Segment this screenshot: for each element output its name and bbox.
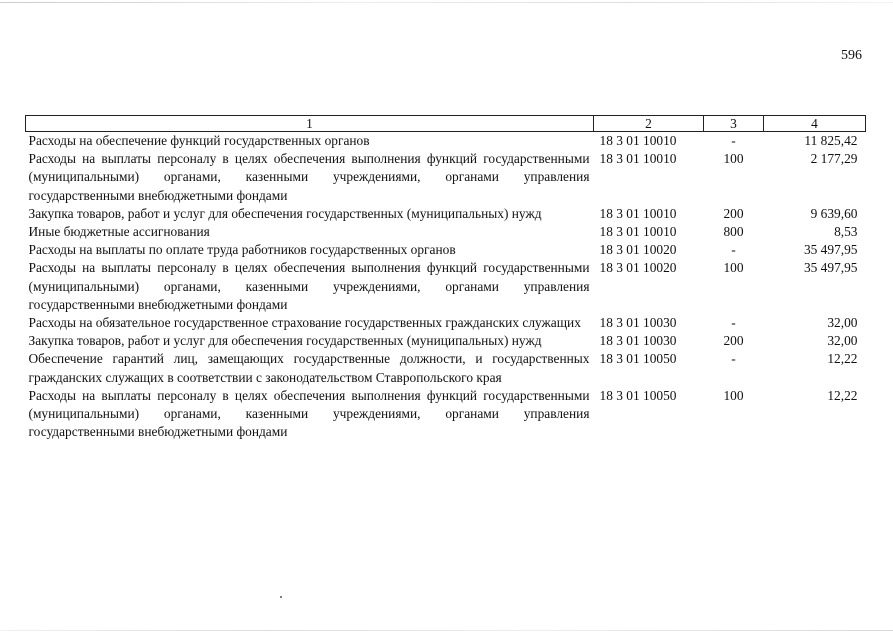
scan-speck (280, 596, 282, 598)
table-row (26, 132, 866, 151)
header-col-2: 2 (594, 116, 704, 132)
row-amount: 32,00 (827, 333, 858, 349)
row-code: 18 3 01 10050 (599, 351, 677, 367)
row-description: Расходы на выплаты персоналу в целях обеспечения выполнения функций государственными (муниципальными) органами, казенными учреждениями, органами управления государственными внебюджетными фондами (28, 387, 590, 440)
header-col-4: 4 (764, 116, 866, 132)
scan-edge-top (0, 2, 893, 3)
row-amount: 12,22 (827, 351, 858, 367)
table-row (26, 223, 866, 241)
row-amount: 2 177,29 (810, 151, 858, 167)
row-description: Закупка товаров, работ и услуг для обеспечения государственных (муниципальных) нужд (28, 333, 542, 349)
row-amount: 35 497,95 (803, 242, 858, 258)
row-amount: 32,00 (827, 315, 858, 331)
header-row (26, 116, 866, 132)
row-expense-type: 100 (723, 387, 744, 403)
table-body (26, 132, 866, 442)
row-code: 18 3 01 10010 (599, 151, 677, 167)
row-description: Расходы на выплаты персоналу в целях обеспечения выполнения функций государственными (муниципальными) органами, казенными учреждениями, органами управления государственными внебюджетными фондами (28, 151, 590, 203)
row-code: 18 3 01 10030 (599, 315, 677, 331)
row-expense-type: 800 (723, 224, 744, 240)
table-row (26, 205, 866, 223)
row-amount: 9 639,60 (810, 205, 858, 221)
header-col-1: 1 (26, 116, 594, 132)
scan-edge-bottom (0, 630, 893, 631)
table-row (26, 150, 866, 205)
row-code: 18 3 01 10020 (599, 242, 677, 258)
table-row (26, 350, 866, 386)
row-expense-type: 200 (723, 333, 744, 349)
table-row (26, 241, 866, 259)
table-row (26, 314, 866, 332)
row-code: 18 3 01 10020 (599, 260, 677, 276)
row-expense-type: - (731, 133, 736, 148)
row-description: Обеспечение гарантий лиц, замещающих государственные должности, и государственных гражданских служащих в соответствии с законодательством Ставропольского края (28, 351, 590, 385)
table-header (26, 116, 866, 132)
row-description: Расходы на выплаты персоналу в целях обеспечения выполнения функций государственными (муниципальными) органами, казенными учреждениями, органами управления государственными внебюджетными фондами (28, 260, 590, 312)
table-row (26, 259, 866, 314)
row-code: 18 3 01 10050 (599, 387, 677, 403)
row-amount: 8,53 (834, 224, 858, 240)
row-expense-type: - (731, 351, 736, 367)
budget-table (25, 115, 866, 441)
row-code: 18 3 01 10010 (599, 224, 677, 240)
row-description: Расходы на выплаты по оплате труда работников государственных органов (28, 242, 456, 258)
row-expense-type: 100 (723, 260, 744, 276)
row-expense-type: 100 (723, 151, 744, 167)
row-code: 18 3 01 10010 (599, 133, 677, 148)
row-code: 18 3 01 10030 (599, 333, 677, 349)
table-row (26, 387, 866, 442)
table-row (26, 332, 866, 350)
row-amount: 35 497,95 (803, 260, 858, 276)
row-description: Расходы на обеспечение функций государственных органов (28, 133, 370, 148)
row-description: Иные бюджетные ассигнования (28, 224, 210, 240)
row-amount: 12,22 (827, 387, 858, 403)
row-expense-type: - (731, 315, 736, 331)
row-code: 18 3 01 10010 (599, 205, 677, 221)
header-col-3: 3 (704, 116, 764, 132)
row-amount: 11 825,42 (804, 133, 858, 148)
row-expense-type: 200 (723, 205, 744, 221)
row-expense-type: - (731, 242, 736, 258)
row-description: Закупка товаров, работ и услуг для обеспечения государственных (муниципальных) нужд (28, 205, 542, 221)
page-number: 596 (841, 48, 862, 63)
row-description: Расходы на обязательное государственное страхование государственных гражданских служащих (28, 315, 581, 331)
